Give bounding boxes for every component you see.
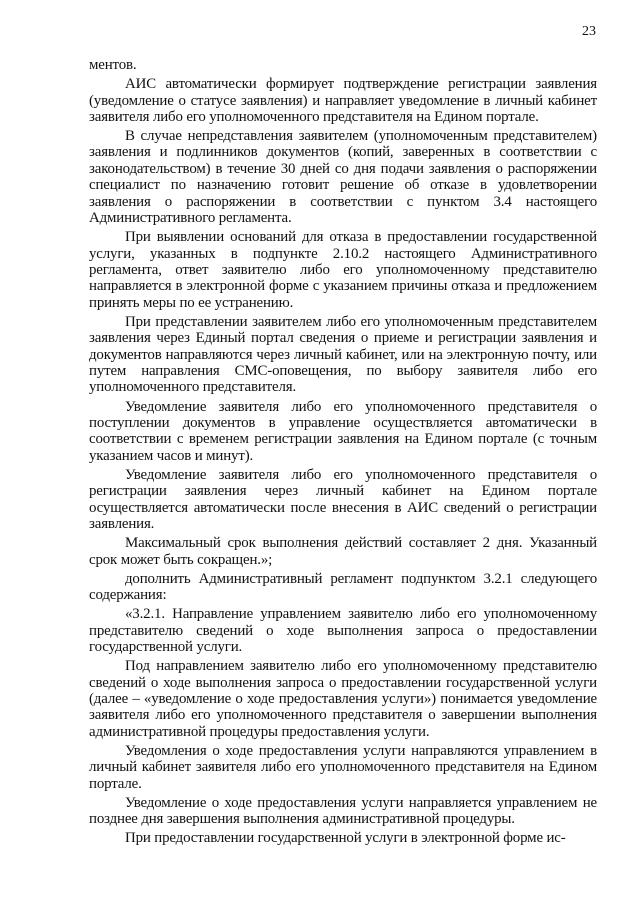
paragraph: В случае непредставления заявителем (уполномоченным представителем) заявления и подлинников документов (копий, заверенных в соответствии с законодательством) в течение 30 дней со дня подачи заявления о распоряжении специалист по назначению готовит решение об отказе в удовлетворении заявления о распоряжении в соответствии с пунктом 3.4 настоящего Административного регламента. xyxy=(89,128,597,227)
paragraph: Уведомления о ходе предоставления услуги направляются управлением в личный кабинет заявителя либо его уполномоченного представителя на Едином портале. xyxy=(89,742,597,792)
paragraph: Под направлением заявителю либо его уполномоченному представителю сведений о ходе выполнения запроса о предоставлении государственной услуги (далее – «уведомление о ходе предоставления услуги») понимается уведомление заявителя либо его уполномоченного представителя о завершении выполнения административной процедуры предоставления услуги. xyxy=(89,658,597,740)
paragraph: Уведомление заявителя либо его уполномоченного представителя о поступлении документов в управление осуществляется автоматически в соответствии с временем регистрации заявления на Едином портале (с точным указанием часов и минут). xyxy=(89,398,597,464)
paragraph: дополнить Административный регламент подпунктом 3.2.1 следующего содержания: xyxy=(89,570,597,604)
paragraph: ментов. xyxy=(89,57,137,73)
paragraph: При выявлении оснований для отказа в предоставлении государственной услуги, указанных в подпункте 2.10.2 настоящего Административного регламента, ответ заявителю либо его уполномоченному представителю направляется в электронной форме с указанием причины отказа и предложением принять меры по ее устранению. xyxy=(89,229,597,311)
paragraph: АИС автоматически формирует подтверждение регистрации заявления (уведомление о статусе заявления) и направляет уведомление в личный кабинет заявителя либо его уполномоченного представителя на Едином портале. xyxy=(89,76,597,125)
paragraph: Уведомление о ходе предоставления услуги направляется управлением не позднее дня завершения выполнения административной процедуры. xyxy=(89,794,597,828)
paragraph: При представлении заявителем либо его уполномоченным представителем заявления через Единый портал сведения о приеме и регистрации заявления и документов направляются через личный кабинет, или на электронную почту, или путем направления СМС-оповещения, по выбору заявителя либо его уполномоченного представителя. xyxy=(89,313,597,396)
paragraph: «3.2.1. Направление управлением заявителю либо его уполномоченному представителю сведений о ходе выполнения запроса о предоставлении государственной услуги. xyxy=(89,606,597,655)
paragraph: Уведомление заявителя либо его уполномоченного представителя о регистрации заявления через личный кабинет на Едином портале осуществляется автоматически после внесения в АИС сведений о регистрации заявления. xyxy=(89,466,597,533)
body-text xyxy=(89,57,597,849)
paragraph: При предоставлении государственной услуги в электронной форме ис- xyxy=(125,830,566,847)
page-number: 23 xyxy=(582,24,596,39)
paragraph: Максимальный срок выполнения действий составляет 2 дня. Указанный срок может быть сокращен.»; xyxy=(89,535,597,568)
